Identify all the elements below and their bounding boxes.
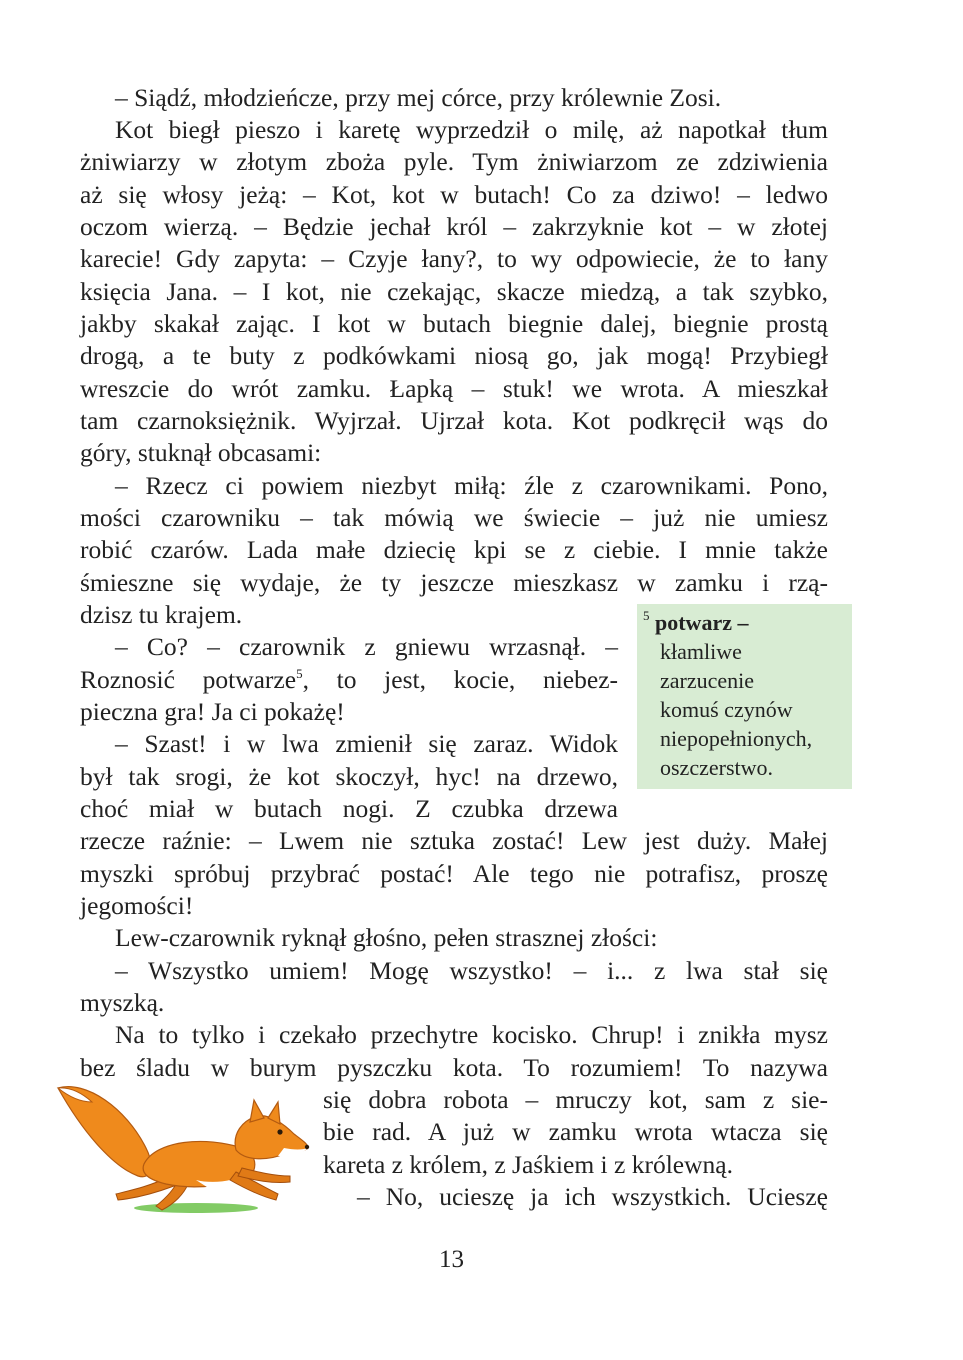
text-line: – Siądź, młodzieńcze, przy mej córce, przy królewnie Zosi.	[115, 83, 722, 112]
text-fragment: Roznosić potwarze	[80, 665, 297, 694]
text-line: pieczna gra! Ja ci pokażę!	[80, 697, 345, 726]
text-line: był tak srogi, że kot skoczył, hyc! na drzewo,	[80, 762, 618, 791]
text-line: drogą, a te buty z podkówkami niosą go, jak mogą! Przybiegł	[80, 341, 828, 370]
text-line: wreszcie do wrót zamku. Łapką – stuk! we wrota. A mieszkał	[80, 374, 828, 403]
footnote-term: potwarz –	[655, 610, 749, 635]
text-fragment: , to jest, kocie, niebez-	[302, 665, 618, 694]
text-line: jegomości!	[80, 891, 194, 920]
text-line: tam czarnoksiężnik. Wyjrzał. Ujrzał kota. Kot podkręcił wąs do	[80, 406, 828, 435]
text-line: Lew-czarownik ryknął głośno, pełen strasznej złości:	[115, 923, 658, 952]
footnote-line: zarzucenie	[660, 668, 755, 693]
text-line: się dobra robota – mruczy kot, sam z sie-	[323, 1085, 828, 1114]
footnote-definition	[643, 637, 852, 782]
text-line: robić czarów. Lada małe dziecię kpi se z ciebie. I mnie także	[80, 535, 828, 564]
footnote-box	[637, 604, 852, 789]
text-line: – Rzecz ci powiem niezbyt miłą: źle z czarownikami. Pono,	[115, 471, 828, 500]
text-line: bez śladu w burym pyszczku kota. To rozumiem! To nazywa	[80, 1053, 828, 1082]
text-line: myszką.	[80, 988, 165, 1017]
text-line: śmieszne się wydaje, że ty jeszcze mieszkasz w zamku i rzą-	[80, 568, 828, 597]
text-line: aż się włosy jeżą: – Kot, kot w butach! Co za dziwo! – ledwo	[80, 180, 828, 209]
footnote-line: komuś czynów	[660, 697, 793, 722]
text-line: żniwiarzy w złotym zboża pyle. Tym żniwiarzom ze zdziwienia	[80, 147, 828, 176]
text-line: Kot biegł pieszo i karetę wyprzedził o milę, aż napotkał tłum	[115, 115, 828, 144]
text-line: dzisz tu krajem.	[80, 600, 243, 629]
text-line: rzecze raźnie: – Lwem nie sztuka zostać! Lew jest duży. Małej	[80, 826, 828, 855]
footnote-line: niepopełnionych,	[660, 726, 813, 751]
text-line: kareta z królem, z Jaśkiem i z królewną.	[323, 1150, 733, 1179]
text-line	[80, 664, 618, 697]
text-line: mości czarowniku – tak mówią we świecie – już nie umiesz	[80, 503, 828, 532]
running-fox-illustration	[46, 1068, 316, 1218]
text-line: góry, stuknął obcasami:	[80, 438, 322, 467]
page-number: 13	[439, 1246, 464, 1273]
text-line: – Szast! i w lwa zmienił się zaraz. Widok	[115, 729, 618, 758]
text-line: Na to tylko i czekało przechytre kocisko. Chrup! i znikła mysz	[115, 1020, 828, 1049]
text-line: jakby skakał zając. I kot w butach biegnie dalej, biegnie prostą	[80, 309, 828, 338]
footnote-heading	[643, 608, 852, 637]
text-line: karecie! Gdy zapyta: – Czyje łany?, to wy odpowiecie, że to łany	[80, 244, 828, 273]
text-line: myszki spróbuj przybrać postać! Ale tego nie potrafisz, proszę	[80, 859, 828, 888]
footnote-marker: 5	[296, 666, 303, 681]
text-line: – Wszystko umiem! Mogę wszystko! – i... z lwa stał się	[115, 956, 828, 985]
footnote-number: 5	[643, 608, 650, 623]
text-line: – No, ucieszę ja ich wszystkich. Ucieszę	[357, 1182, 828, 1211]
footnote-line: oszczerstwo.	[660, 755, 774, 780]
footnote-line: kłamliwe	[660, 639, 742, 664]
text-line: choć miał w butach nogi. Z czubka drzewa	[80, 794, 618, 823]
text-line: – Co? – czarownik z gniewu wrzasnął. –	[115, 632, 618, 661]
text-line: księcia Jana. – I kot, nie czekając, skacze miedzą, a tak szybko,	[80, 277, 828, 306]
text-line: oczom wierzą. – Będzie jechał król – zakrzyknie kot – w złotej	[80, 212, 828, 241]
text-line: bie rad. A już w zamku wrota wtacza się	[323, 1117, 828, 1146]
